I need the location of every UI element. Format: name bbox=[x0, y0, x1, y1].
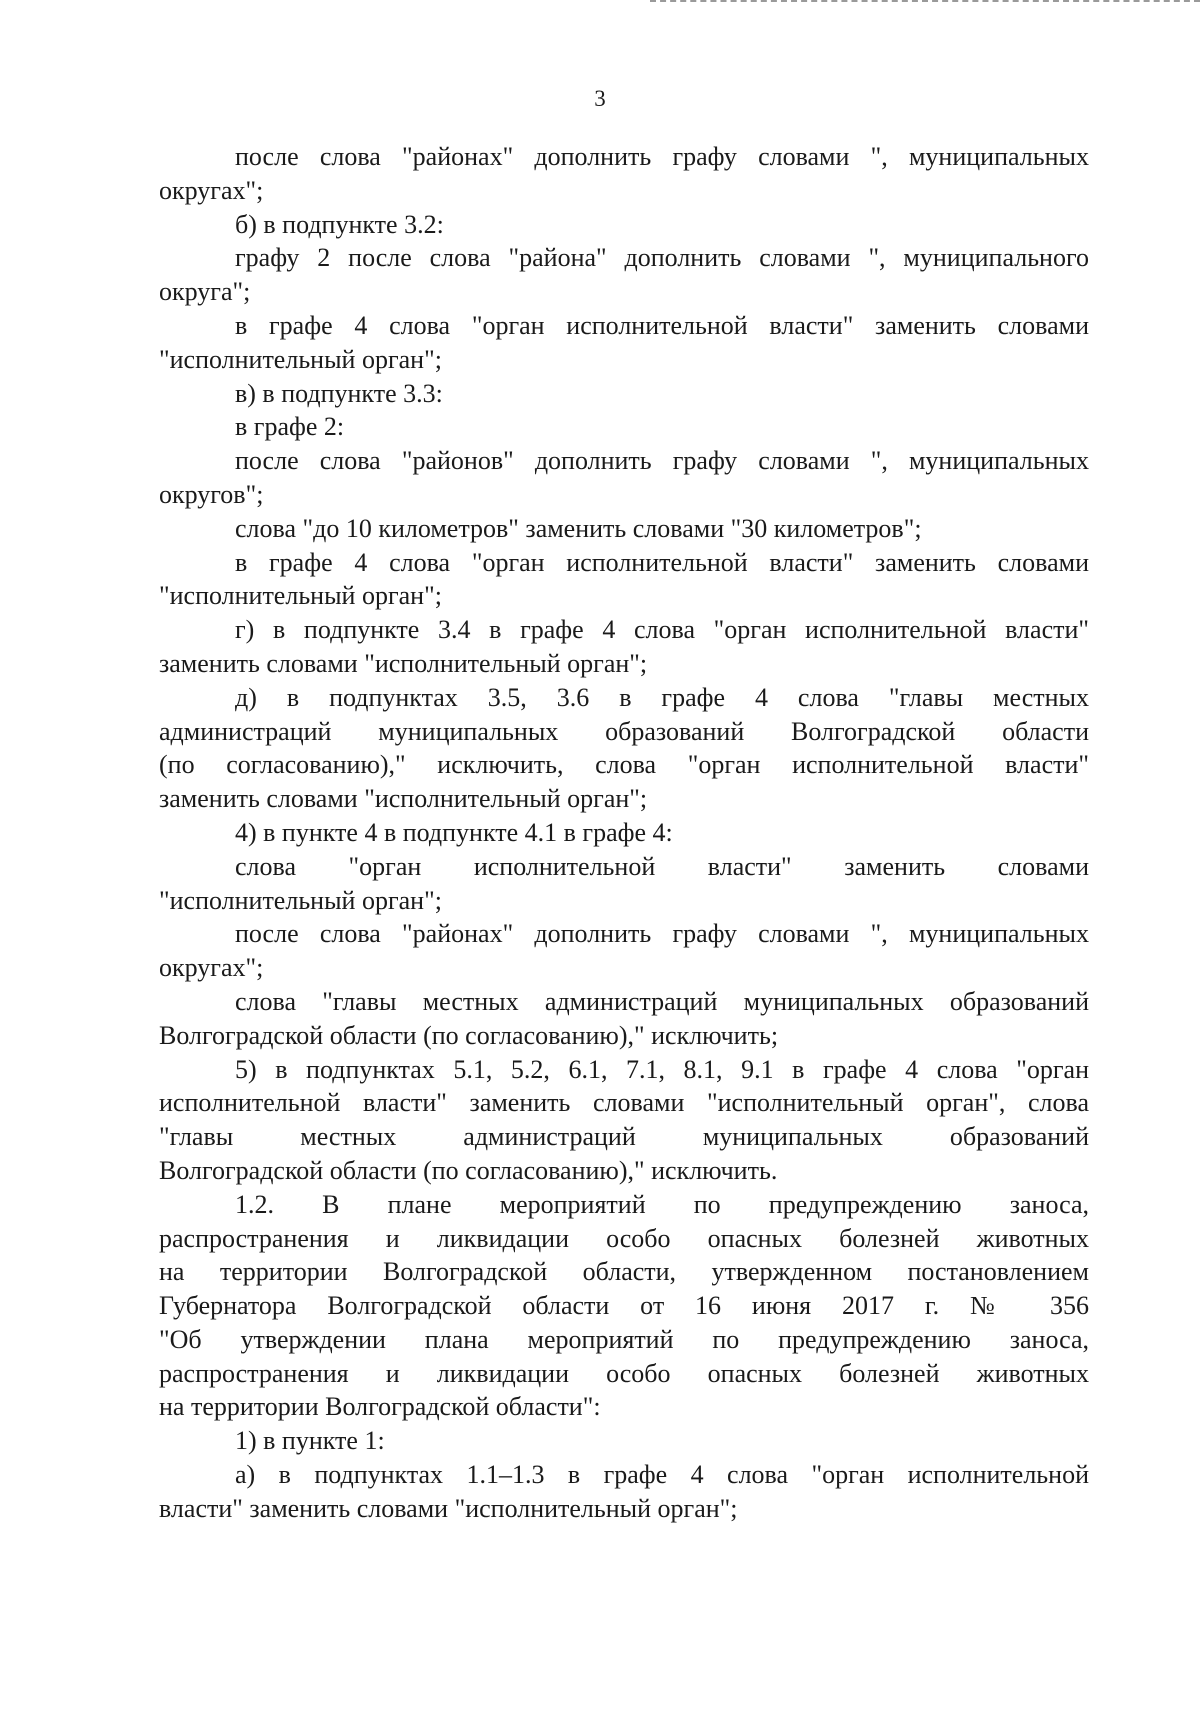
paragraph bbox=[159, 241, 1089, 309]
paragraph bbox=[159, 613, 1089, 681]
paragraph bbox=[159, 1458, 1089, 1526]
paragraph bbox=[159, 850, 1089, 918]
paragraph bbox=[159, 377, 1089, 411]
paragraph-line: "исполнительный орган"; bbox=[159, 885, 442, 915]
paragraph-line: (по согласованию)," исключить, слова "орган исполнительной власти" bbox=[159, 750, 1089, 780]
paragraph bbox=[159, 309, 1089, 377]
paragraph-line: округах"; bbox=[159, 953, 264, 983]
paragraph-line: в графе 2: bbox=[235, 412, 345, 442]
paragraph bbox=[159, 444, 1089, 512]
paragraph bbox=[159, 546, 1089, 614]
paragraph-line: власти" заменить словами "исполнительный орган"; bbox=[159, 1493, 738, 1523]
paragraph-line: 5) в подпунктах 5.1, 5.2, 6.1, 7.1, 8.1, 9.1 в графе 4 слова "орган bbox=[235, 1054, 1089, 1084]
paragraph-line: слова "орган исполнительной власти" заменить словами bbox=[235, 851, 1089, 881]
scan-edge-mark bbox=[650, 0, 1200, 5]
paragraph-line: а) в подпунктах 1.1–1.3 в графе 4 слова "орган исполнительной bbox=[235, 1460, 1089, 1490]
paragraph-line: 1.2. В плане мероприятий по предупреждению заноса, bbox=[235, 1189, 1089, 1219]
paragraph-line: округа"; bbox=[159, 277, 251, 307]
paragraph bbox=[159, 140, 1089, 208]
paragraph-line: слова "до 10 километров" заменить словами "30 километров"; bbox=[235, 513, 922, 543]
paragraph-line: "исполнительный орган"; bbox=[159, 344, 442, 374]
paragraph-line: в графе 4 слова "орган исполнительной власти" заменить словами bbox=[235, 547, 1089, 577]
paragraph-line: "главы местных администраций муниципальных образований bbox=[159, 1122, 1089, 1152]
paragraph bbox=[159, 1424, 1089, 1458]
paragraph-line: Волгоградской области (по согласованию)," исключить. bbox=[159, 1155, 778, 1185]
paragraph-line: 1) в пункте 1: bbox=[235, 1426, 385, 1456]
paragraph-line: округов"; bbox=[159, 479, 264, 509]
paragraph-line: распространения и ликвидации особо опасных болезней животных bbox=[159, 1223, 1089, 1253]
paragraph-line: д) в подпунктах 3.5, 3.6 в графе 4 слова "главы местных bbox=[235, 682, 1089, 712]
paragraph-line: заменить словами "исполнительный орган"; bbox=[159, 784, 648, 814]
paragraph-line: 4) в пункте 4 в подпункте 4.1 в графе 4: bbox=[235, 817, 673, 847]
paragraph bbox=[159, 512, 1089, 546]
paragraph bbox=[159, 1188, 1089, 1425]
paragraph-line: на территории Волгоградской области": bbox=[159, 1392, 601, 1422]
paragraph-line: исполнительной власти" заменить словами "исполнительный орган", слова bbox=[159, 1088, 1089, 1118]
paragraph bbox=[159, 1053, 1089, 1188]
paragraph-line: графу 2 после слова "района" дополнить словами ", муниципального bbox=[235, 243, 1089, 273]
paragraph-line: "Об утверждении плана мероприятий по предупреждению заноса, bbox=[159, 1324, 1089, 1354]
paragraph-line: после слова "районов" дополнить графу словами ", муниципальных bbox=[235, 446, 1089, 476]
paragraph-line: слова "главы местных администраций муниципальных образований bbox=[235, 986, 1089, 1016]
paragraph bbox=[159, 410, 1089, 444]
paragraph-line: распространения и ликвидации особо опасных болезней животных bbox=[159, 1358, 1089, 1388]
paragraph bbox=[159, 208, 1089, 242]
document-body bbox=[159, 140, 1089, 1526]
paragraph bbox=[159, 681, 1089, 816]
paragraph-line: округах"; bbox=[159, 175, 264, 205]
page-number: 3 bbox=[594, 86, 606, 111]
paragraph-line: заменить словами "исполнительный орган"; bbox=[159, 648, 648, 678]
paragraph-line: Волгоградской области (по согласованию)," исключить; bbox=[159, 1020, 779, 1050]
paragraph-line: в) в подпункте 3.3: bbox=[235, 378, 443, 408]
paragraph-line: администраций муниципальных образований Волгоградской области bbox=[159, 716, 1089, 746]
paragraph-line: на территории Волгоградской области, утвержденном постановлением bbox=[159, 1257, 1089, 1287]
paragraph bbox=[159, 985, 1089, 1053]
paragraph bbox=[159, 917, 1089, 985]
paragraph-line: Губернатора Волгоградской области от 16 июня 2017 г. № 356 bbox=[159, 1291, 1089, 1321]
paragraph-line: в графе 4 слова "орган исполнительной власти" заменить словами bbox=[235, 310, 1089, 340]
paragraph-line: б) в подпункте 3.2: bbox=[235, 209, 444, 239]
paragraph-line: после слова "районах" дополнить графу словами ", муниципальных bbox=[235, 919, 1089, 949]
paragraph bbox=[159, 816, 1089, 850]
paragraph-line: г) в подпункте 3.4 в графе 4 слова "орган исполнительной власти" bbox=[235, 615, 1089, 645]
paragraph-line: "исполнительный орган"; bbox=[159, 581, 442, 611]
paragraph-line: после слова "районах" дополнить графу словами ", муниципальных bbox=[235, 142, 1089, 171]
